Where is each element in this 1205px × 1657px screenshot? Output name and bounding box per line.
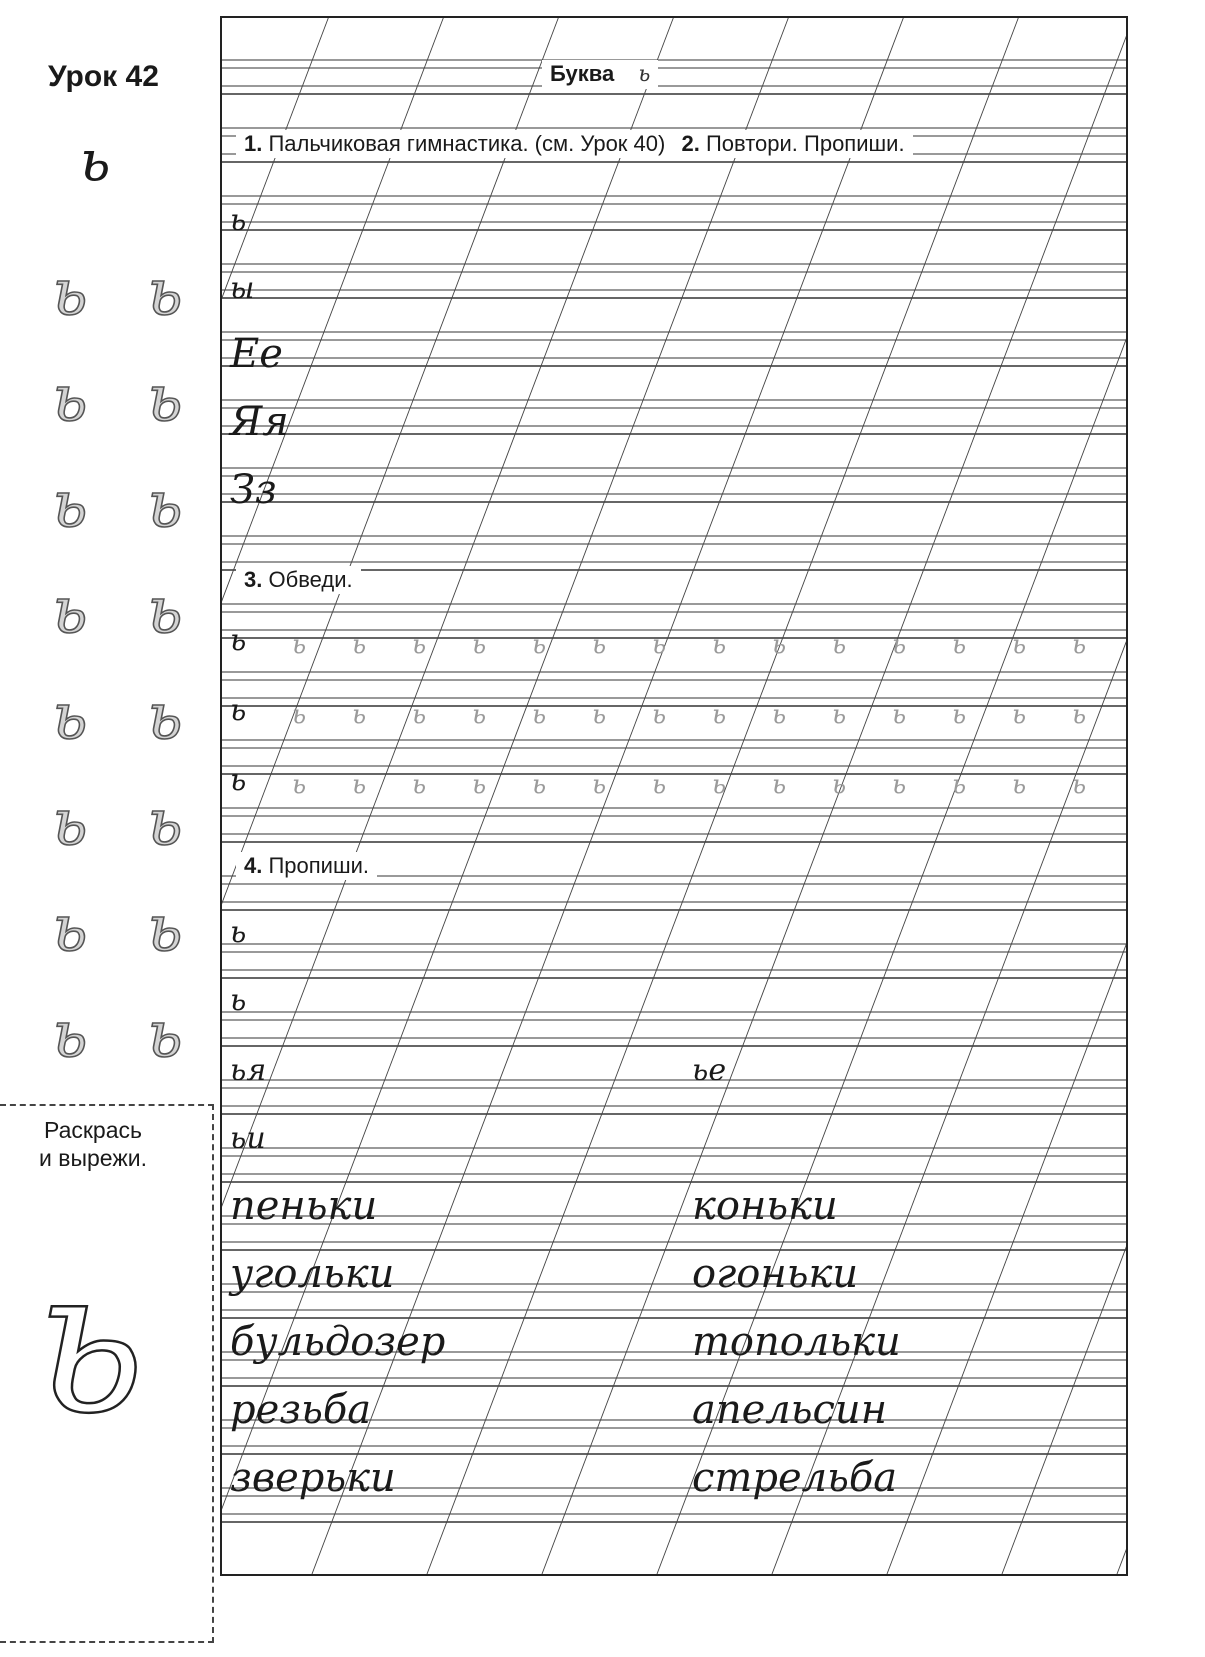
trace-letter: ь (892, 630, 907, 660)
sample-letter: ь (147, 468, 183, 542)
trace-letter: ь (292, 770, 307, 800)
pair-6-left: резьба (230, 1387, 372, 1433)
write-row-2: ь (230, 983, 247, 1018)
trace-letter: ь (1012, 770, 1027, 800)
pair-6-right: апельсин (692, 1387, 888, 1433)
pair-7-right: стрельба (692, 1455, 898, 1501)
sample-letter: ь (147, 680, 183, 754)
stroke-order-letter: ь (80, 129, 111, 194)
task-4 (236, 852, 377, 880)
repeat-row-5: Зз (230, 467, 277, 513)
heading-letter: ь (638, 62, 651, 87)
task-4-text: Пропиши. (268, 853, 370, 878)
trace-letter: ь (472, 630, 487, 660)
trace-letter: ь (712, 700, 727, 730)
trace-letter: ь (592, 630, 607, 660)
write-row-1: ь (230, 915, 247, 950)
sample-letter: ь (147, 362, 183, 436)
trace-letter: ь (712, 630, 727, 660)
pair-3-right: коньки (692, 1183, 838, 1229)
trace-letter: ь (1072, 770, 1087, 800)
trace-letter: ь (1012, 700, 1027, 730)
trace-letter: ь (352, 770, 367, 800)
pair-5-left: бульдозер (230, 1319, 446, 1365)
cut-out-instruction-line2: и вырежи. (39, 1145, 147, 1171)
cut-out-instruction (18, 1116, 168, 1172)
pair-4-left: угольки (230, 1251, 395, 1297)
slant-guide-line (1117, 18, 1126, 1574)
task-3 (236, 566, 361, 594)
trace-letter: ь (772, 700, 787, 730)
trace-letter: ь (652, 770, 667, 800)
task-4-number: 4. (244, 853, 263, 878)
trace-letter: ь (352, 630, 367, 660)
trace-letter: ь (412, 700, 427, 730)
trace-letter: ь (412, 770, 427, 800)
cut-out-letter: ь (36, 1225, 145, 1458)
cut-out-instruction-line1: Раскрась (44, 1117, 142, 1143)
trace-row-start-letter: ь (230, 623, 247, 658)
trace-row-start-letter: ь (230, 763, 247, 798)
trace-letter: ь (772, 770, 787, 800)
lesson-title: Урок 42 (48, 60, 159, 93)
trace-letter: ь (952, 630, 967, 660)
trace-letter: ь (532, 630, 547, 660)
task-1-text: Пальчиковая гимнастика. (см. Урок 40) (268, 131, 666, 156)
trace-letter: ь (532, 700, 547, 730)
trace-letter: ь (892, 700, 907, 730)
trace-letter: ь (712, 770, 727, 800)
sample-letter: ь (52, 574, 88, 648)
trace-letter: ь (952, 700, 967, 730)
trace-letter: ь (1072, 700, 1087, 730)
sample-letter: ь (52, 680, 88, 754)
sample-letter: ь (52, 256, 88, 330)
trace-letter: ь (952, 770, 967, 800)
sample-letter: ь (52, 362, 88, 436)
trace-letter: ь (292, 630, 307, 660)
trace-letter: ь (472, 770, 487, 800)
sample-letter: ь (147, 998, 183, 1072)
task-3-number: 3. (244, 567, 263, 592)
sample-letter: ь (147, 786, 183, 860)
repeat-row-2: ы (230, 271, 255, 306)
trace-letter: ь (472, 700, 487, 730)
pair-5-right: топольки (692, 1319, 901, 1365)
pair-3-left: пеньки (230, 1183, 378, 1229)
sample-letter: ь (52, 892, 88, 966)
trace-letter: ь (832, 700, 847, 730)
task-1-and-2 (236, 130, 913, 158)
heading (542, 60, 658, 89)
trace-letter: ь (652, 630, 667, 660)
repeat-row-4: Яя (230, 399, 289, 445)
sample-letter: ь (52, 468, 88, 542)
pair-4-right: огоньки (692, 1251, 859, 1297)
sample-letter: ь (52, 998, 88, 1072)
trace-letter: ь (412, 630, 427, 660)
trace-letter: ь (892, 770, 907, 800)
trace-row-start-letter: ь (230, 693, 247, 728)
task-2-text: Повтори. Пропиши. (705, 131, 905, 156)
trace-letter: ь (652, 700, 667, 730)
repeat-row-1: ь (230, 203, 247, 238)
slant-guide-line (887, 18, 1126, 1574)
pair-1-right: ье (692, 1053, 727, 1088)
trace-letter: ь (832, 770, 847, 800)
sample-letter: ь (147, 574, 183, 648)
trace-letter: ь (532, 770, 547, 800)
trace-letter: ь (592, 700, 607, 730)
sample-letter: ь (147, 892, 183, 966)
pair-2-left: ьи (230, 1121, 266, 1156)
trace-letter: ь (352, 700, 367, 730)
task-2-number: 2. (681, 131, 700, 156)
trace-letter: ь (292, 700, 307, 730)
trace-letter: ь (592, 770, 607, 800)
trace-letter: ь (832, 630, 847, 660)
pair-7-left: зверьки (230, 1455, 396, 1501)
task-1-number: 1. (244, 131, 263, 156)
sample-letter: ь (147, 256, 183, 330)
sample-letter: ь (52, 786, 88, 860)
trace-letter: ь (772, 630, 787, 660)
task-3-text: Обведи. (268, 567, 353, 592)
pair-1-left: ья (230, 1053, 267, 1088)
trace-letter: ь (1012, 630, 1027, 660)
heading-label: Буква (550, 61, 615, 86)
trace-letter: ь (1072, 630, 1087, 660)
repeat-row-3: Ее (230, 331, 283, 377)
worksheet (220, 16, 1128, 1576)
